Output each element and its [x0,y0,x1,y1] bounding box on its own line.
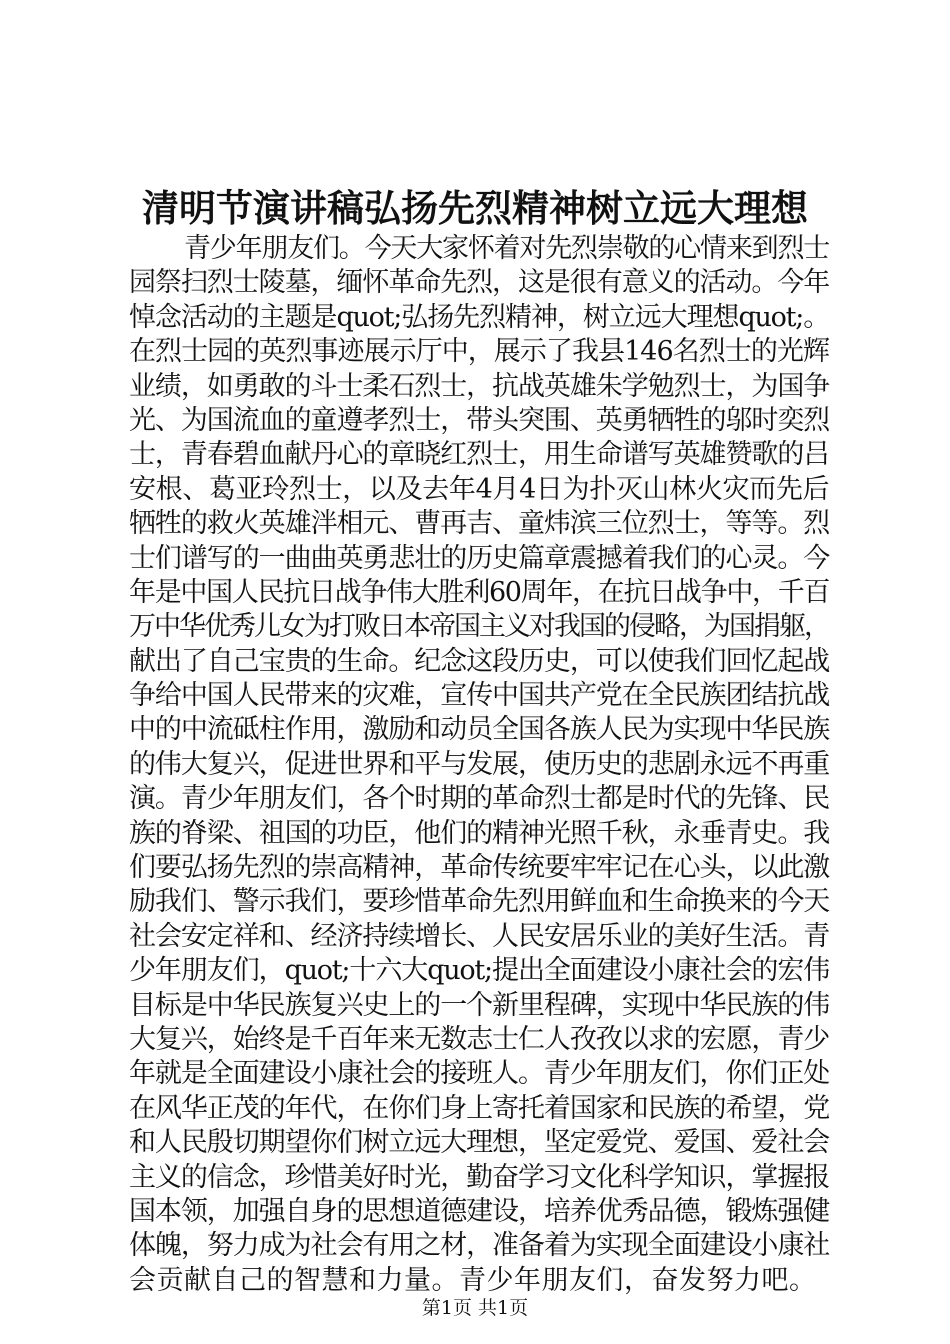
body-line: 大复兴，始终是千百年来无数志士仁人孜孜以求的宏愿，青少 [129,1023,829,1055]
body-line: 园祭扫烈士陵墓，缅怀革命先烈，这是很有意义的活动。今年 [129,267,829,299]
page-footer: 第1页 共1页 [421,1297,529,1319]
body-line: 国本领，加强自身的思想道德建设，培养优秀品德，锻炼强健 [129,1195,829,1227]
document-body [129,232,829,1298]
body-line: 们要弘扬先烈的崇高精神，革命传统要牢牢记在心头，以此激 [129,852,829,884]
body-line: 悼念活动的主题是quot;弘扬先烈精神，树立远大理想quot;。 [129,301,829,333]
body-line: 士们谱写的一曲曲英勇悲壮的历史篇章震撼着我们的心灵。今 [129,542,829,574]
body-line: 光、为国流血的童遵孝烈士，带头突围、英勇牺牲的邬时奕烈 [129,404,829,436]
body-line: 士，青春碧血献丹心的章晓红烈士，用生命谱写英雄赞歌的吕 [129,439,829,471]
body-line: 会贡献自己的智慧和力量。青少年朋友们，奋发努力吧。 [129,1264,817,1296]
body-line: 族的脊梁、祖国的功臣，他们的精神光照千秋，永垂青史。我 [129,817,829,849]
body-line: 献出了自己宝贵的生命。纪念这段历史，可以使我们回忆起战 [129,645,829,677]
body-line: 中的中流砥柱作用，激励和动员全国各族人民为实现中华民族 [129,714,829,746]
body-line: 争给中国人民带来的灾难，宣传中国共产党在全民族团结抗战 [129,680,829,712]
body-line: 目标是中华民族复兴史上的一个新里程碑，实现中华民族的伟 [129,989,829,1021]
body-line: 的伟大复兴，促进世界和平与发展，使历史的悲剧永远不再重 [129,748,829,780]
body-line: 和人民殷切期望你们树立远大理想，坚定爱党、爱国、爱社会 [129,1127,829,1159]
body-line: 年是中国人民抗日战争伟大胜利60周年，在抗日战争中，千百 [129,576,829,608]
body-line: 演。青少年朋友们，各个时期的革命烈士都是时代的先锋、民 [129,783,829,815]
body-line: 主义的信念，珍惜美好时光，勤奋学习文化科学知识，掌握报 [129,1161,829,1193]
body-line: 牺牲的救火英雄泮相元、曹再吉、童炜滨三位烈士，等等。烈 [129,508,829,540]
body-line: 青少年朋友们。今天大家怀着对先烈崇敬的心情来到烈士 [184,233,829,264]
body-line: 社会安定祥和、经济持续增长、人民安居乐业的美好生活。青 [129,920,829,952]
body-line: 万中华优秀儿女为打败日本帝国主义对我国的侵略，为国捐躯， [129,611,829,643]
body-line: 在风华正茂的年代，在你们身上寄托着国家和民族的希望，党 [129,1092,829,1124]
body-line: 安根、葛亚玲烈士，以及去年4月4日为扑灭山林火灾而先后 [129,473,829,505]
document-title: 清明节演讲稿弘扬先烈精神树立远大理想 [142,186,808,230]
body-line: 少年朋友们，quot;十六大quot;提出全面建设小康社会的宏伟 [129,955,829,987]
body-line: 在烈士园的英烈事迹展示厅中，展示了我县146名烈士的光辉 [129,336,829,368]
body-line: 励我们、警示我们，要珍惜革命先烈用鲜血和生命换来的今天 [129,886,829,918]
body-line: 体魄，努力成为社会有用之材，准备着为实现全面建设小康社 [129,1230,829,1262]
body-line: 业绩，如勇敢的斗士柔石烈士，抗战英雄朱学勉烈士，为国争 [129,370,829,402]
body-line: 年就是全面建设小康社会的接班人。青少年朋友们，你们正处 [129,1058,829,1090]
